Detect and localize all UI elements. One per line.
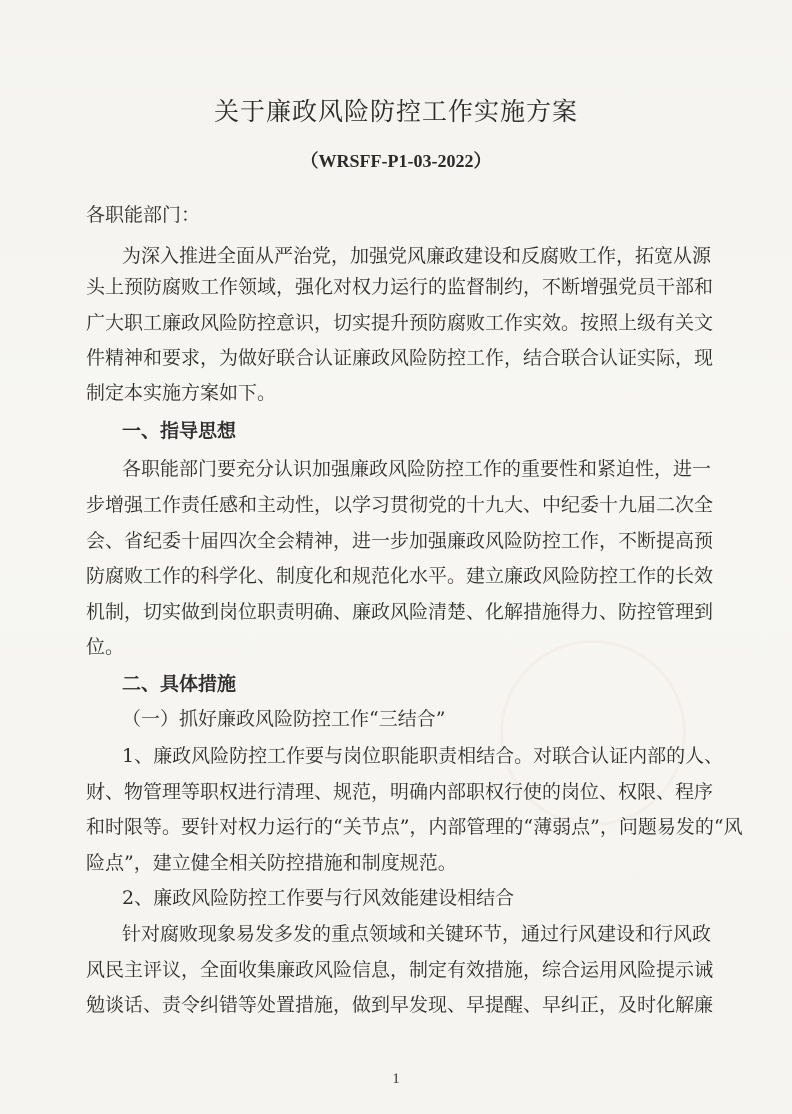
page-number: 1 <box>392 1071 400 1087</box>
body-line: 针对腐败现象易发多发的重点领域和关键环节，通过行风建设和行风政 <box>122 923 712 945</box>
body-line: 险点”，建立健全相关防控措施和制度规范。 <box>86 852 457 874</box>
body-line: 防腐败工作的科学化、制度化和规范化水平。建立廉政风险防控工作的长效 <box>86 565 714 587</box>
body-line: 风民主评议，全面收集廉政风险信息，制定有效措施，综合运用风险提示诫 <box>86 959 714 981</box>
body-line: 和时限等。要针对权力运行的“关节点”，内部管理的“薄弱点”，问题易发的“风 <box>86 816 743 838</box>
document-title: 关于廉政风险防控工作实施方案 <box>213 97 578 126</box>
subsection-heading: （一）抓好廉政风险防控工作“三结合” <box>122 708 446 730</box>
body-line: 件精神和要求，为做好联合认证廉政风险防控工作，结合联合认证实际，现 <box>86 347 714 369</box>
body-line: 头上预防腐败工作领域，强化对权力运行的监督制约，不断增强党员干部和 <box>86 276 714 298</box>
salutation: 各职能部门： <box>86 204 201 226</box>
body-line: 为深入推进全面从严治党，加强党风廉政建设和反腐败工作，拓宽从源 <box>122 245 712 267</box>
body-line: 财、物管理等职权进行清理、规范，明确内部职权行使的岗位、权限、程序 <box>86 781 714 803</box>
section-heading: 一、指导思想 <box>122 420 237 442</box>
section-heading: 二、具体措施 <box>122 673 237 695</box>
subsection-heading: 2、廉政风险防控工作要与行风效能建设相结合 <box>122 887 515 909</box>
body-line: 各职能部门要充分认识加强廉政风险防控工作的重要性和紧迫性，进一 <box>122 458 712 480</box>
body-line: 会、省纪委十届四次全会精神，进一步加强廉政风险防控工作，不断提高预 <box>86 530 714 552</box>
body-line: 位。 <box>86 636 125 658</box>
body-line: 制定本实施方案如下。 <box>86 382 277 404</box>
body-line: 步增强工作责任感和主动性，以学习贯彻党的十九大、中纪委十九届二次全 <box>86 494 714 516</box>
body-line: 广大职工廉政风险防控意识，切实提升预防腐败工作实效。按照上级有关文 <box>86 312 714 334</box>
body-line: 勉谈话、责令纠错等处置措施，做到早发现、早提醒、早纠正，及时化解廉 <box>86 994 714 1016</box>
body-line: 1、廉政风险防控工作要与岗位职能职责相结合。对联合认证内部的人、 <box>122 745 724 767</box>
body-line: 机制，切实做到岗位职责明确、廉政风险清楚、化解措施得力、防控管理到 <box>86 601 714 623</box>
document-code: （WRSFF-P1-03-2022） <box>300 151 492 171</box>
